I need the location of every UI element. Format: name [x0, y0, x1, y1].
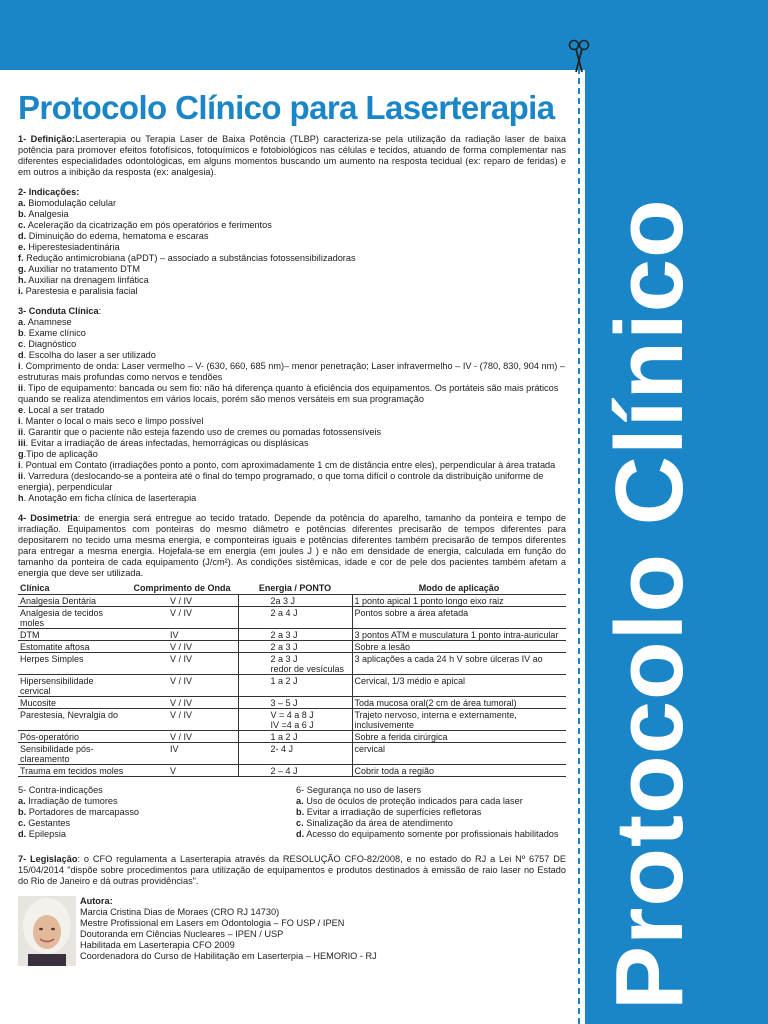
- author-line: Mestre Profissional em Lasers em Odontologia – FO USP / IPEN: [80, 918, 345, 928]
- cell-clinica: [18, 629, 126, 641]
- page-title: Protocolo Clínico para Laserterapia: [18, 89, 555, 126]
- column-header: Clínica: [18, 583, 126, 595]
- cell-wavelength: [126, 697, 238, 709]
- list-item-text: . Local a ser tratado: [23, 405, 105, 415]
- cell-clinica-text: Mucosite: [20, 698, 57, 708]
- list-item-text: Diminuição do edema, hematoma e escaras: [26, 231, 209, 241]
- list-item-marker: h.: [18, 275, 27, 285]
- table-row: [18, 765, 566, 777]
- list-item-text: . Manter o local o mais seco e limpo possível: [20, 416, 204, 426]
- section-label: [18, 306, 99, 316]
- cell-mode-text: cervical: [354, 744, 386, 754]
- cell-wavelength: [126, 675, 238, 697]
- scissors-icon: [566, 38, 592, 74]
- list-item: [18, 383, 566, 405]
- section-text: : de energia será entregue ao tecido tratado. Depende da potência do aparelho, tamanho da ponteira e tempo de irradiação. Equipamentos com ponteiras do mesmo diâmetro e potências diferentes precisarão de tempos diferentes para depositarem no tecido uma mesma energia, e componteiras iguais e potências diferentes também precisarão de tempos diferentes para entregar a mesma energia. Hojefala-se em energia (em joules J ) e não em densidade de energia, calculada em função do tamanho da ponteira de cada equipamento (J/cm²). As condições sistêmicas, idade e cor de pele dos pacientes também afetam a energia que deve ser utilizada.: [18, 513, 566, 578]
- cell-mode-text: Sobre a ferida cirúrgica: [354, 732, 448, 742]
- cell-wavelength-text: V / IV: [170, 732, 193, 742]
- list-item-marker: a.: [296, 796, 304, 806]
- cell-energy-text: V = 4 a 8 J: [270, 710, 314, 720]
- list-item: [18, 264, 566, 275]
- list-item-marker: g: [18, 449, 24, 459]
- cell-mode-text: Pontos sobre a área afetada: [354, 608, 469, 618]
- column-header: Modo de aplicação: [352, 583, 566, 595]
- cell-mode-text: Cobrir toda a região: [354, 766, 435, 776]
- list-item-text: . Anotação em ficha clínica de laserterapia: [23, 493, 197, 503]
- cell-wavelength: [126, 743, 238, 765]
- cell-clinica-text: DTM: [20, 630, 40, 640]
- cell-wavelength-text: V / IV: [170, 596, 193, 606]
- list-item: [18, 242, 566, 253]
- list-item: [18, 198, 566, 209]
- cell-energy-text: 1 a 2 J: [270, 676, 298, 686]
- list-item-text: Auxiliar no tratamento DTM: [26, 264, 141, 274]
- dosimetry-table: [18, 583, 566, 777]
- list-item-text: Gestantes: [25, 818, 71, 828]
- list-item: [18, 427, 566, 438]
- list-item-text: Sinalização da área de atendimento: [303, 818, 453, 828]
- cell-clinica-text: Analgesia de tecidos moles: [20, 608, 104, 628]
- author-label: Autora:: [80, 896, 113, 906]
- author-lines: [80, 907, 377, 962]
- section-text: Laserterapia ou Terapia Laser de Baixa Potência (TLBP) caracteriza-se pela utilização da radiação laser de baixa potência para promover efeitos fotofísicos, fotoquímicos e fotobiológicos nas células e tecidos, atuando de forma complementar nas diferentes especialidades odontológicas, em alguns momentos buscando um aumento na resposta tecidual (ex: reparo de feridas) e em outros a inibição da resposta (ex: analgesia).: [18, 134, 566, 177]
- cell-energy: [238, 709, 352, 731]
- table-row: [18, 653, 566, 675]
- cell-clinica-text: Herpes Simples: [20, 654, 84, 664]
- section-seguranca: [296, 785, 566, 840]
- list-item-marker: b: [18, 328, 24, 338]
- list-item-text: . Exame clínico: [23, 328, 86, 338]
- list-item: [18, 317, 566, 328]
- cell-energy: [238, 595, 352, 607]
- list-item: [18, 807, 288, 818]
- cell-clinica-text: Sensibilidade pós-clareamento: [20, 744, 94, 764]
- cell-mode-text: Sobre a lesão: [354, 642, 411, 652]
- list-item-marker: e: [18, 405, 24, 415]
- author-line: Habilitada em Laserterapia CFO 2009: [80, 940, 235, 950]
- table-row: [18, 697, 566, 709]
- list-item-text: . Tipo de equipamento: bancada ou sem fio: não há diferença quanto à eficiência dos equipamentos. Os portáteis são mais práticos quando se realiza atendimentos em vários locais, porém são menos versáteis em sua programação: [18, 383, 559, 404]
- list-item: [18, 253, 566, 264]
- list-item: [296, 829, 566, 840]
- list-item: [18, 818, 288, 829]
- list-item-text: Acesso do equipamento somente por profissionais habilitados: [304, 829, 559, 839]
- cell-mode-text: Cervical, 1/3 médio e apical: [354, 676, 466, 686]
- section-text: : o CFO regulamenta a Laserterapia através da RESOLUÇÃO CFO-82/2008, e no estado do RJ a Lei Nº 6757 DE 15/04/2014 "dispõe sobre procedimentos para utilização de equipamentos e produtos destinados à emissão de raio laser no Estado do Rio de Janeiro e dá outras providências".: [18, 854, 566, 886]
- list-item: [296, 807, 566, 818]
- cell-clinica: [18, 765, 126, 777]
- cell-wavelength: [126, 629, 238, 641]
- list-item-marker: f.: [18, 253, 24, 263]
- cell-wavelength: [126, 607, 238, 629]
- section-label-text: 3- Conduta Clínica: [18, 306, 99, 316]
- cell-mode: [352, 697, 566, 709]
- cell-energy-text: 3 – 5 J: [270, 698, 298, 708]
- list-item: [18, 416, 566, 427]
- list-item: [18, 471, 566, 493]
- cell-clinica: [18, 675, 126, 697]
- author-info: [80, 896, 377, 966]
- list-item: [18, 438, 566, 449]
- list-item-text: Redução antimicrobiana (aPDT) – associado a substâncias fotossensibilizadoras: [23, 253, 356, 263]
- cell-clinica-text: Pós-operatório: [20, 732, 80, 742]
- list-item-text: Parestesia e paralisia facial: [23, 286, 138, 296]
- list-item: [18, 286, 566, 297]
- list-item-text: . Evitar a irradiação de áreas infectadas, hemorrágicas ou displásicas: [25, 438, 309, 448]
- list-item-marker: b.: [18, 209, 27, 219]
- list-item-text: . Varredura (deslocando-se a ponteira até o final do tempo programado, o que torna difícil o controle da distribuição uniforme de energia), perpendicular: [18, 471, 544, 492]
- cell-mode: [352, 629, 566, 641]
- document-body: [18, 88, 566, 966]
- cell-clinica-text: Analgesia Dentária: [20, 596, 97, 606]
- table-header-row: [18, 583, 566, 595]
- list-item: [18, 493, 566, 504]
- cell-energy-line2: redor de vesículas: [270, 664, 345, 674]
- list-item: [18, 460, 566, 471]
- conduta-list: [18, 317, 566, 504]
- seguranca-list: [296, 796, 566, 840]
- section-dosimetria: [18, 513, 566, 579]
- table-row: [18, 595, 566, 607]
- cell-wavelength-text: V / IV: [170, 710, 193, 720]
- indicacoes-list: [18, 198, 566, 297]
- cell-mode: [352, 743, 566, 765]
- cell-mode: [352, 675, 566, 697]
- author-block: [18, 896, 566, 966]
- cell-energy: [238, 675, 352, 697]
- cell-energy: [238, 653, 352, 675]
- cell-energy: [238, 765, 352, 777]
- list-item-marker: b.: [296, 807, 305, 817]
- list-item-text: Evitar a irradiação de superfícies refletoras: [304, 807, 482, 817]
- section-label: 1- Definição:: [18, 134, 76, 144]
- contra-list: [18, 796, 288, 840]
- cell-clinica: [18, 743, 126, 765]
- author-line: Marcia Cristina Dias de Moraes (CRO RJ 14730): [80, 907, 280, 917]
- cell-wavelength-text: V / IV: [170, 642, 193, 652]
- cell-clinica: [18, 731, 126, 743]
- section-label: 2- Indicações:: [18, 187, 80, 197]
- cell-mode: [352, 765, 566, 777]
- cell-clinica: [18, 653, 126, 675]
- section-label: 4- Dosimetria: [18, 513, 78, 523]
- list-item-marker: a: [18, 317, 24, 327]
- list-item: [18, 275, 566, 286]
- list-item-marker: i.: [18, 286, 24, 296]
- cell-mode-text: 3 pontos ATM e musculatura 1 ponto intra-auricular: [354, 630, 559, 640]
- cell-mode-text: Trajeto nervoso, interna e externamente, inclusivemente: [354, 710, 517, 730]
- list-item-text: . Comprimento de onda: Laser vermelho – V- (630, 660, 685 nm)– menor penetração; Laser infravermelho – IV - (780, 830, 904 nm) – estruturas mais profundas como nervos e tendões: [18, 361, 565, 382]
- cell-energy-text: 2 a 3 J: [270, 654, 298, 664]
- list-item-marker: b.: [18, 807, 27, 817]
- cell-clinica-text: Estomatite aftosa: [20, 642, 90, 652]
- list-item-marker: h: [18, 493, 24, 503]
- cell-energy-text: 2 a 3 J: [270, 630, 298, 640]
- cell-wavelength-text: V / IV: [170, 698, 193, 708]
- cell-wavelength-text: IV: [170, 744, 179, 754]
- section-label: 6- Segurança no uso de lasers: [296, 785, 422, 795]
- cell-energy-text: 2 a 3 J: [270, 642, 298, 652]
- table-row: [18, 641, 566, 653]
- cell-wavelength: [126, 653, 238, 675]
- list-item-text: .Tipo de aplicação: [23, 449, 98, 459]
- list-item-text: Portadores de marcapasso: [26, 807, 140, 817]
- list-item-marker: d.: [296, 829, 305, 839]
- section-definicao: [18, 134, 566, 178]
- cell-wavelength-text: V / IV: [170, 654, 193, 664]
- section-conduta: [18, 306, 566, 504]
- cell-energy: [238, 607, 352, 629]
- list-item-marker: c.: [18, 220, 26, 230]
- cell-energy: [238, 629, 352, 641]
- cell-clinica: [18, 697, 126, 709]
- list-item-marker: iii: [18, 438, 26, 448]
- author-photo: [18, 896, 76, 966]
- cell-wavelength-text: V: [170, 766, 177, 776]
- cell-mode: [352, 731, 566, 743]
- cell-mode: [352, 641, 566, 653]
- list-item-marker: i: [18, 416, 21, 426]
- cell-energy: [238, 697, 352, 709]
- cell-clinica-text: Parestesia, Nevralgia do: [20, 710, 119, 720]
- cell-energy: [238, 731, 352, 743]
- list-item: [18, 209, 566, 220]
- cell-clinica-text: Hipersensibilidade cervical: [20, 676, 94, 696]
- list-item-marker: d: [18, 350, 24, 360]
- cell-energy-text: 2- 4 J: [270, 744, 294, 754]
- list-item-text: . Escolha do laser a ser utilizado: [23, 350, 156, 360]
- cell-clinica-text: Trauma em tecidos moles: [20, 766, 124, 776]
- list-item: [296, 818, 566, 829]
- column-header: Comprimento de Onda: [126, 583, 238, 595]
- section-label-colon: :: [98, 306, 102, 316]
- list-item: [18, 796, 288, 807]
- list-item: [18, 361, 566, 383]
- list-item: [18, 220, 566, 231]
- cell-wavelength-text: IV: [170, 630, 179, 640]
- cut-line-right: [578, 68, 580, 1024]
- list-item-text: Irradiação de tumores: [25, 796, 118, 806]
- cell-wavelength: [126, 765, 238, 777]
- list-item-text: . Diagnóstico: [23, 339, 77, 349]
- cell-clinica: [18, 709, 126, 731]
- section-contra: [18, 785, 288, 840]
- table-body: [18, 595, 566, 777]
- list-item: [18, 829, 288, 840]
- list-item-marker: d.: [18, 231, 27, 241]
- list-item-marker: i: [18, 460, 21, 470]
- cell-mode-text: Toda mucosa oral(2 cm de área tumoral): [354, 698, 517, 708]
- list-item-text: . Pontual em Contato (irradiações ponto a ponto, com aproximadamente 1 cm de distância entre eles), perpendicular à área tratada: [20, 460, 556, 470]
- author-line: Coordenadora do Curso de Habilitação em Laserterpia – HEMORIO - RJ: [80, 951, 377, 961]
- table-row: [18, 731, 566, 743]
- list-item: [18, 350, 566, 361]
- list-item-text: Analgesia: [26, 209, 69, 219]
- list-item-text: Epilepsia: [26, 829, 67, 839]
- cell-wavelength: [126, 595, 238, 607]
- section-label: 7- Legislação: [18, 854, 78, 864]
- list-item-marker: ii: [18, 383, 24, 393]
- list-item-text: Aceleração da cicatrização em pós operatórios e ferimentos: [25, 220, 272, 230]
- section-legislacao: [18, 854, 566, 887]
- list-item-text: . Garantir que o paciente não esteja fazendo uso de cremes ou pomadas fotossensíveis: [23, 427, 382, 437]
- list-item-marker: g.: [18, 264, 27, 274]
- cell-clinica: [18, 595, 126, 607]
- list-item-text: . Anamnese: [23, 317, 72, 327]
- cell-energy-line2: IV =4 a 6 J: [270, 720, 314, 730]
- list-item-marker: e.: [18, 242, 26, 252]
- table-row: [18, 709, 566, 731]
- list-item-marker: ii: [18, 471, 24, 481]
- cell-energy-text: 1 a 2 J: [270, 732, 298, 742]
- table-row: [18, 607, 566, 629]
- list-item: [296, 796, 566, 807]
- cell-energy-text: 2a 3 J: [270, 596, 296, 606]
- cell-mode-text: 1 ponto apical 1 ponto longo eixo raiz: [354, 596, 504, 606]
- cell-mode: [352, 607, 566, 629]
- list-item-text: Biomodulação celular: [25, 198, 117, 208]
- cell-wavelength-text: V / IV: [170, 608, 193, 618]
- list-item: [18, 405, 566, 416]
- cut-line-top: [0, 68, 578, 70]
- cell-energy-text: 2 – 4 J: [270, 766, 298, 776]
- cell-wavelength: [126, 709, 238, 731]
- list-item-marker: i: [18, 361, 21, 371]
- list-item: [18, 449, 566, 460]
- cell-energy-text: 2 a 4 J: [270, 608, 298, 618]
- cell-mode-text: 3 aplicações a cada 24 h V sobre úlceras IV ao: [354, 654, 543, 664]
- list-item-marker: c.: [18, 818, 26, 828]
- section-label: 5- Contra-indicações: [18, 785, 103, 795]
- list-item-marker: a.: [18, 796, 26, 806]
- cell-mode: [352, 709, 566, 731]
- section-indicacoes: [18, 187, 566, 297]
- list-item: [18, 339, 566, 350]
- list-item: [18, 328, 566, 339]
- cell-energy: [238, 641, 352, 653]
- cell-energy: [238, 743, 352, 765]
- list-item-text: Auxiliar na drenagem linfática: [26, 275, 149, 285]
- table-row: [18, 675, 566, 697]
- list-item-marker: c: [18, 339, 24, 349]
- cell-mode: [352, 653, 566, 675]
- two-column-lists: [18, 785, 566, 840]
- column-header: Energia / PONTO: [238, 583, 352, 595]
- sidebar-title: Protocolo Clínico: [596, 198, 703, 1010]
- cell-wavelength: [126, 731, 238, 743]
- cell-mode: [352, 595, 566, 607]
- list-item-text: Hiperestesiadentinária: [25, 242, 120, 252]
- cell-clinica: [18, 607, 126, 629]
- table-row: [18, 743, 566, 765]
- list-item-marker: c.: [296, 818, 304, 828]
- list-item: [18, 231, 566, 242]
- list-item-text: Uso de óculos de proteção indicados para cada laser: [303, 796, 523, 806]
- cell-clinica: [18, 641, 126, 653]
- cell-wavelength: [126, 641, 238, 653]
- list-item-marker: a.: [18, 198, 26, 208]
- list-item-marker: ii: [18, 427, 24, 437]
- list-item-marker: d.: [18, 829, 27, 839]
- author-line: Doutoranda em Ciências Nucleares – IPEN / USP: [80, 929, 284, 939]
- table-row: [18, 629, 566, 641]
- cell-wavelength-text: V / IV: [170, 676, 193, 686]
